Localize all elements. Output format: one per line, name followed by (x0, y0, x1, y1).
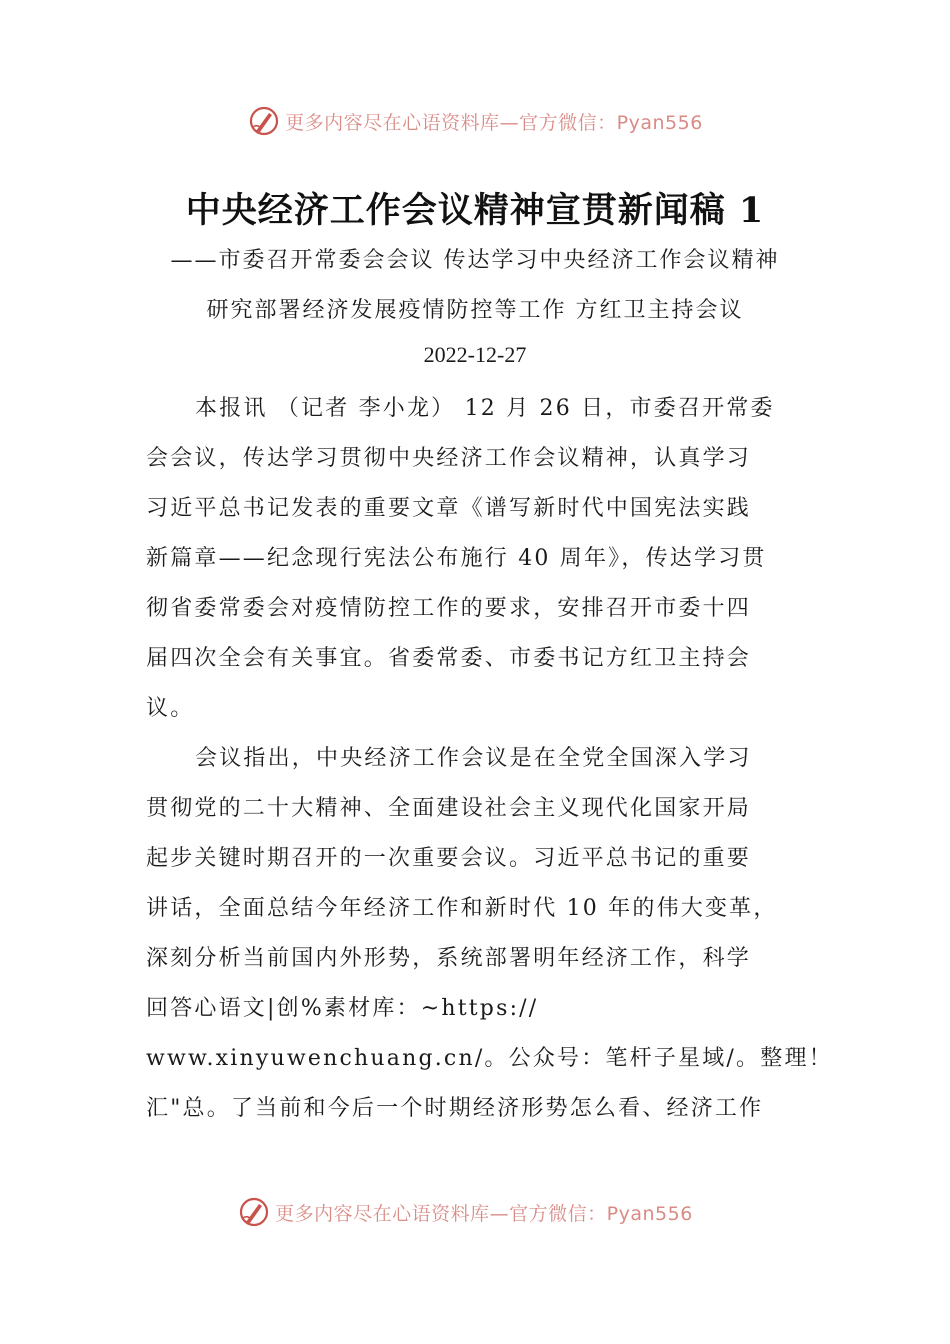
paragraph-1 (146, 384, 798, 734)
text-line: 新篇章——纪念现行宪法公布施行 40 周年》，传达学习贯 (146, 546, 767, 571)
text-line: 回答心语文|创%素材库：~https:// (146, 996, 539, 1021)
document-title: 中央经济工作会议精神宣贯新闻稿 1 (185, 190, 765, 231)
document-body (146, 384, 833, 1134)
text-line: 议。 (146, 696, 195, 721)
text-line: 贯彻党的二十大精神、全面建设社会主义现代化国家开局 (146, 796, 752, 821)
text-line: www.xinyuwenchuang.cn/。公众号：笔杆子星域/。整理！ (146, 1046, 833, 1071)
text-line: 彻省委常委会对疫情防控工作的要求，安排召开市委十四 (146, 596, 752, 621)
text-line: 会议指出，中央经济工作会议是在全党全国深入学习 (195, 746, 752, 771)
text-line: 深刻分析当前国内外形势，系统部署明年经济工作，科学 (146, 946, 752, 971)
text-line: 届四次全会有关事宜。省委常委、市委书记方红卫主持会 (146, 646, 752, 671)
text-line: 汇"总。了当前和今后一个时期经济形势怎么看、经济工作 (146, 1096, 764, 1121)
watermark-header (0, 104, 950, 138)
paragraph-2 (146, 734, 833, 1134)
document-date: 2022-12-27 (423, 342, 527, 367)
text-line: 起步关键时期召开的一次重要会议。习近平总书记的重要 (146, 846, 752, 871)
document-subtitle-line1: ——市委召开常委会会议 传达学习中央经济工作会议精神 (170, 248, 780, 273)
watermark-text: 更多内容尽在心语资料库—官方微信：Pyan556 (285, 111, 703, 134)
document-subtitle-line2: 研究部署经济发展疫情防控等工作 方红卫主持会议 (206, 298, 744, 323)
text-line: 本报讯 （记者 李小龙） 12 月 26 日，市委召开常委 (195, 396, 775, 421)
text-line: 讲话，全面总结今年经济工作和新时代 10 年的伟大变革， (146, 896, 778, 921)
pen-logo-icon (247, 104, 281, 138)
pen-logo-icon (237, 1195, 271, 1229)
text-line: 会会议，传达学习贯彻中央经济工作会议精神，认真学习 (146, 446, 752, 471)
watermark-footer (0, 1195, 940, 1229)
text-line: 习近平总书记发表的重要文章《谱写新时代中国宪法实践 (146, 496, 752, 521)
watermark-text: 更多内容尽在心语资料库—官方微信：Pyan556 (275, 1202, 693, 1225)
